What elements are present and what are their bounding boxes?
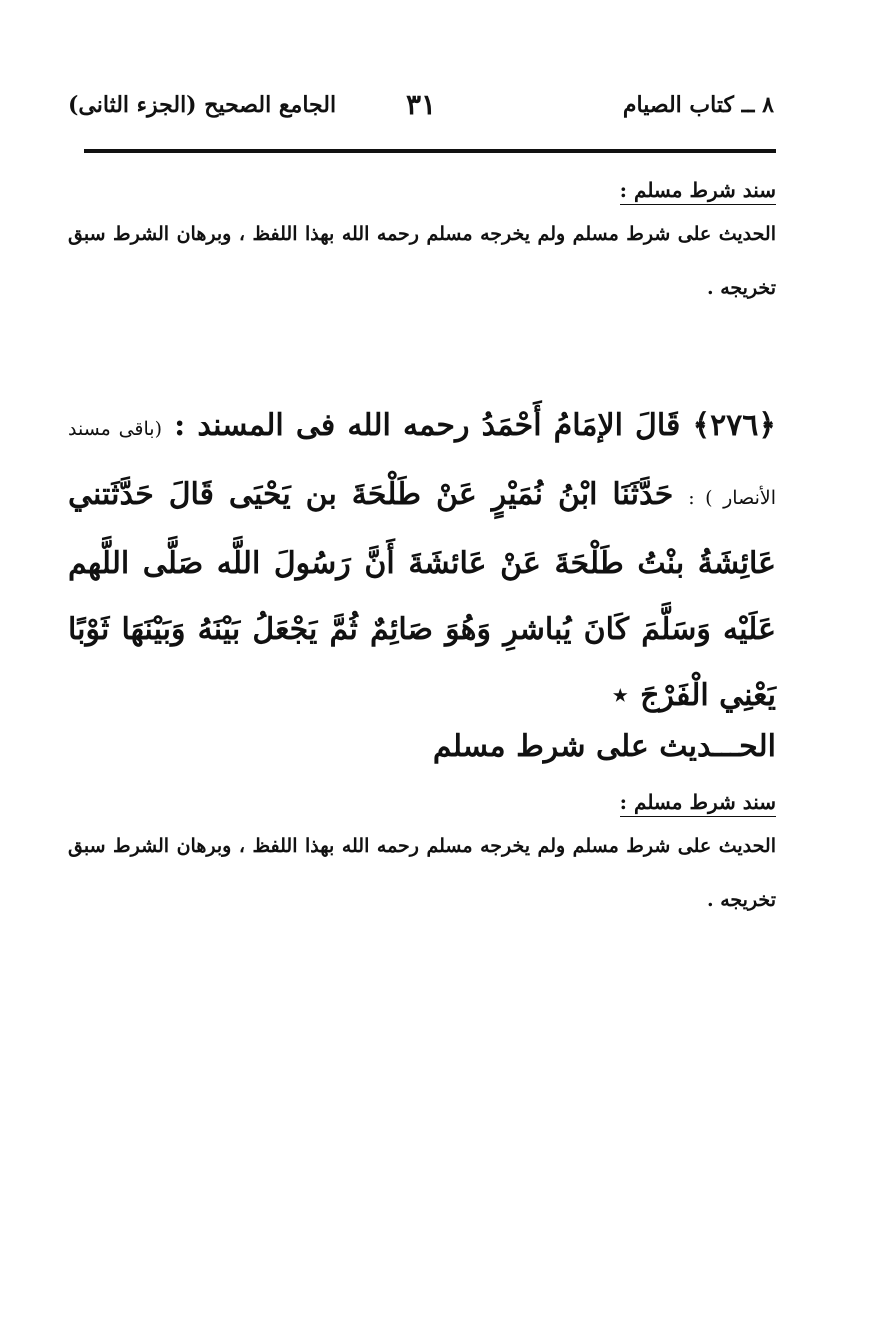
hadith-section — [68, 393, 776, 764]
hadith-verdict: الحـــديث على شرط مسلم — [432, 729, 776, 764]
isnad-note-section-2 — [68, 790, 776, 927]
chapter-title: ٨ ــ كتاب الصيام — [622, 92, 774, 118]
hadith-body — [68, 393, 776, 729]
section-text: الحديث على شرط مسلم ولم يخرجه مسلم رحمه الله بهذا اللفظ ، وبرهان الشرط سبق تخريجه . — [68, 223, 776, 299]
page-number: ٣١ — [405, 88, 437, 121]
book-title: الجامع الصحيح (الجزء الثانى) — [68, 92, 337, 118]
hadith-reference: (باقى مسند الأنصار ) : — [68, 418, 776, 509]
running-header — [68, 88, 774, 128]
hadith-intro: قَالَ الإمَامُ أَحْمَدُ رحمه الله فى المسند : — [174, 408, 681, 443]
section-heading: سند شرط مسلم : — [620, 790, 776, 817]
section-heading: سند شرط مسلم : — [620, 178, 776, 205]
isnad-note-section-1 — [68, 178, 776, 315]
hadith-number: ﴿٢٧٦﴾ — [692, 408, 776, 443]
header-divider — [84, 149, 776, 153]
section-text: الحديث على شرط مسلم ولم يخرجه مسلم رحمه الله بهذا اللفظ ، وبرهان الشرط سبق تخريجه . — [68, 835, 776, 911]
hadith-text: حَدَّثَنَا ابْنُ نُمَيْرٍ عَنْ طَلْحَةَ بن يَحْيَى قَالَ حَدَّثَتني عَائِشَةُ بنْتُ طَلْحَةَ عَنْ عَائشَةَ أَنَّ رَسُولَ اللَّه صَلَّى اللَّهم عَلَيْه وَسَلَّمَ كَانَ يُباشرِ وَهُوَ صَائِمٌ ثُمَّ يَجْعَلُ بَيْنَهُ وَبَيْنَهَا ثَوْبًا يَعْنِي الْفَرْجَ ⋆ — [68, 477, 776, 713]
